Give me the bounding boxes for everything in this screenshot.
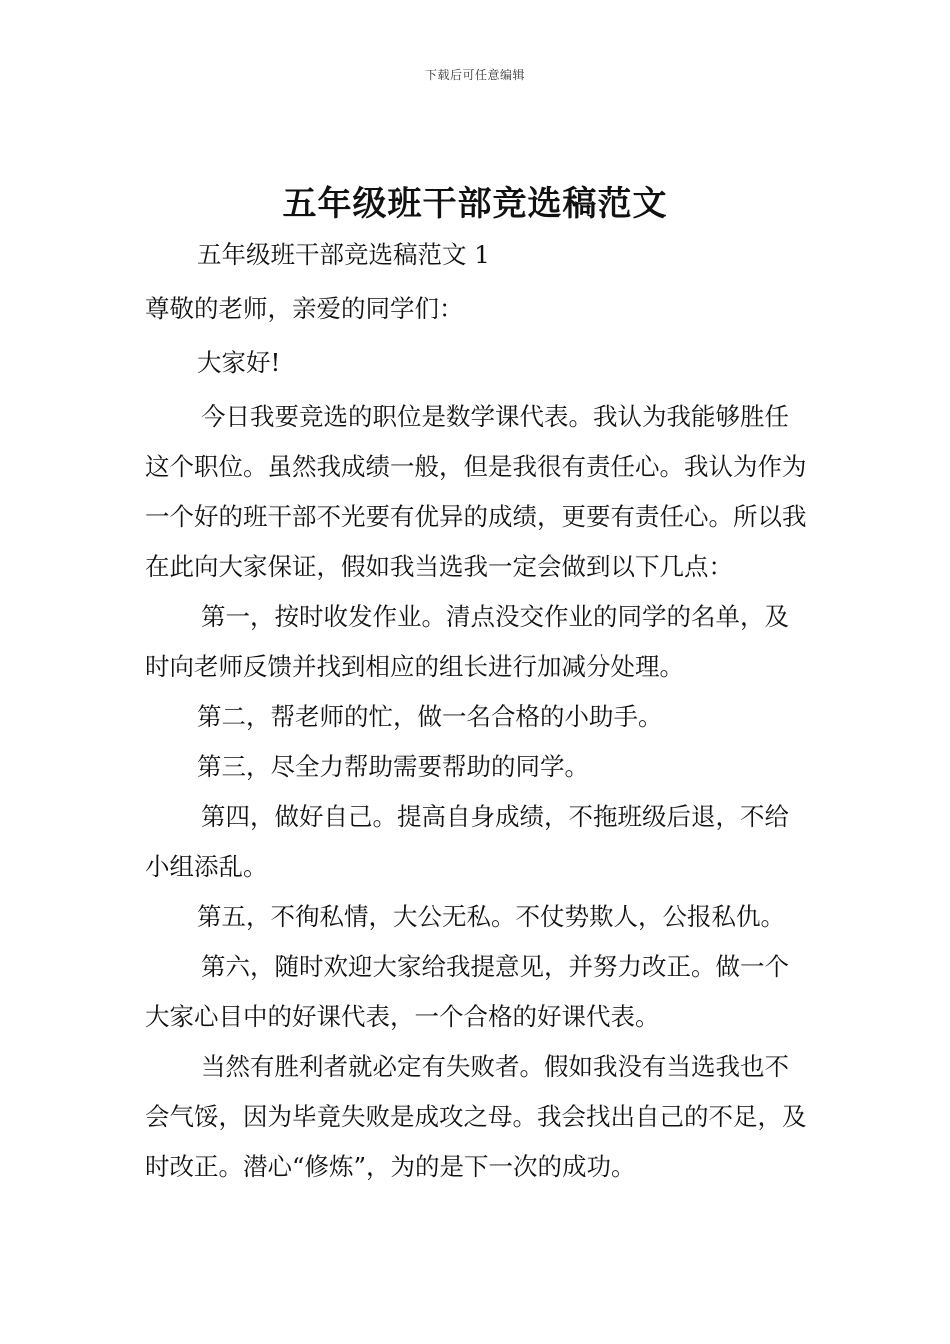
document-title: 五年级班干部竞选稿范文 — [282, 184, 668, 224]
salutation: 尊敬的老师，亲爱的同学们： — [145, 294, 464, 323]
paragraph-point-1: 第一，按时收发作业。清点没交作业的同学的名单，及时向老师反馈并找到相应的组长进行加减分处理。 — [145, 602, 789, 681]
paragraph-point-6: 第六，随时欢迎大家给我提意见，并努力改正。做一个大家心目中的好课代表，一个合格的好课代表。 — [145, 952, 789, 1031]
paragraph-closing: 当然有胜利者就必定有失败者。假如我没有当选我也不会气馁，因为毕竟失败是成攻之母。我会找出自己的不足，及时改正。潜心“修炼”，为的是下一次的成功。 — [145, 1052, 807, 1181]
paragraph-point-2: 第二，帮老师的忙，做一名合格的小助手。 — [197, 702, 663, 731]
greeting: 大家好! — [197, 348, 281, 377]
paragraph-point-3: 第三，尽全力帮助需要帮助的同学。 — [197, 752, 589, 781]
document-body — [145, 230, 810, 1192]
document-subtitle: 五年级班干部竞选稿范文 1 — [197, 240, 490, 269]
paragraph-point-5: 第五，不徇私情，大公无私。不仗势欺人，公报私仇。 — [197, 902, 785, 931]
paragraph-intro: 今日我要竞选的职位是数学课代表。我认为我能够胜任这个职位。虽然我成绩一般，但是我很有责任心。我认为作为一个好的班干部不光要有优异的成绩，更要有责任心。所以我在此向大家保证，假如我当选我一定会做到以下几点： — [145, 402, 807, 581]
header-note: 下载后可任意编辑 — [424, 68, 525, 82]
paragraph-point-4: 第四，做好自己。提高自身成绩，不拖班级后退，不给小组添乱。 — [145, 802, 789, 881]
